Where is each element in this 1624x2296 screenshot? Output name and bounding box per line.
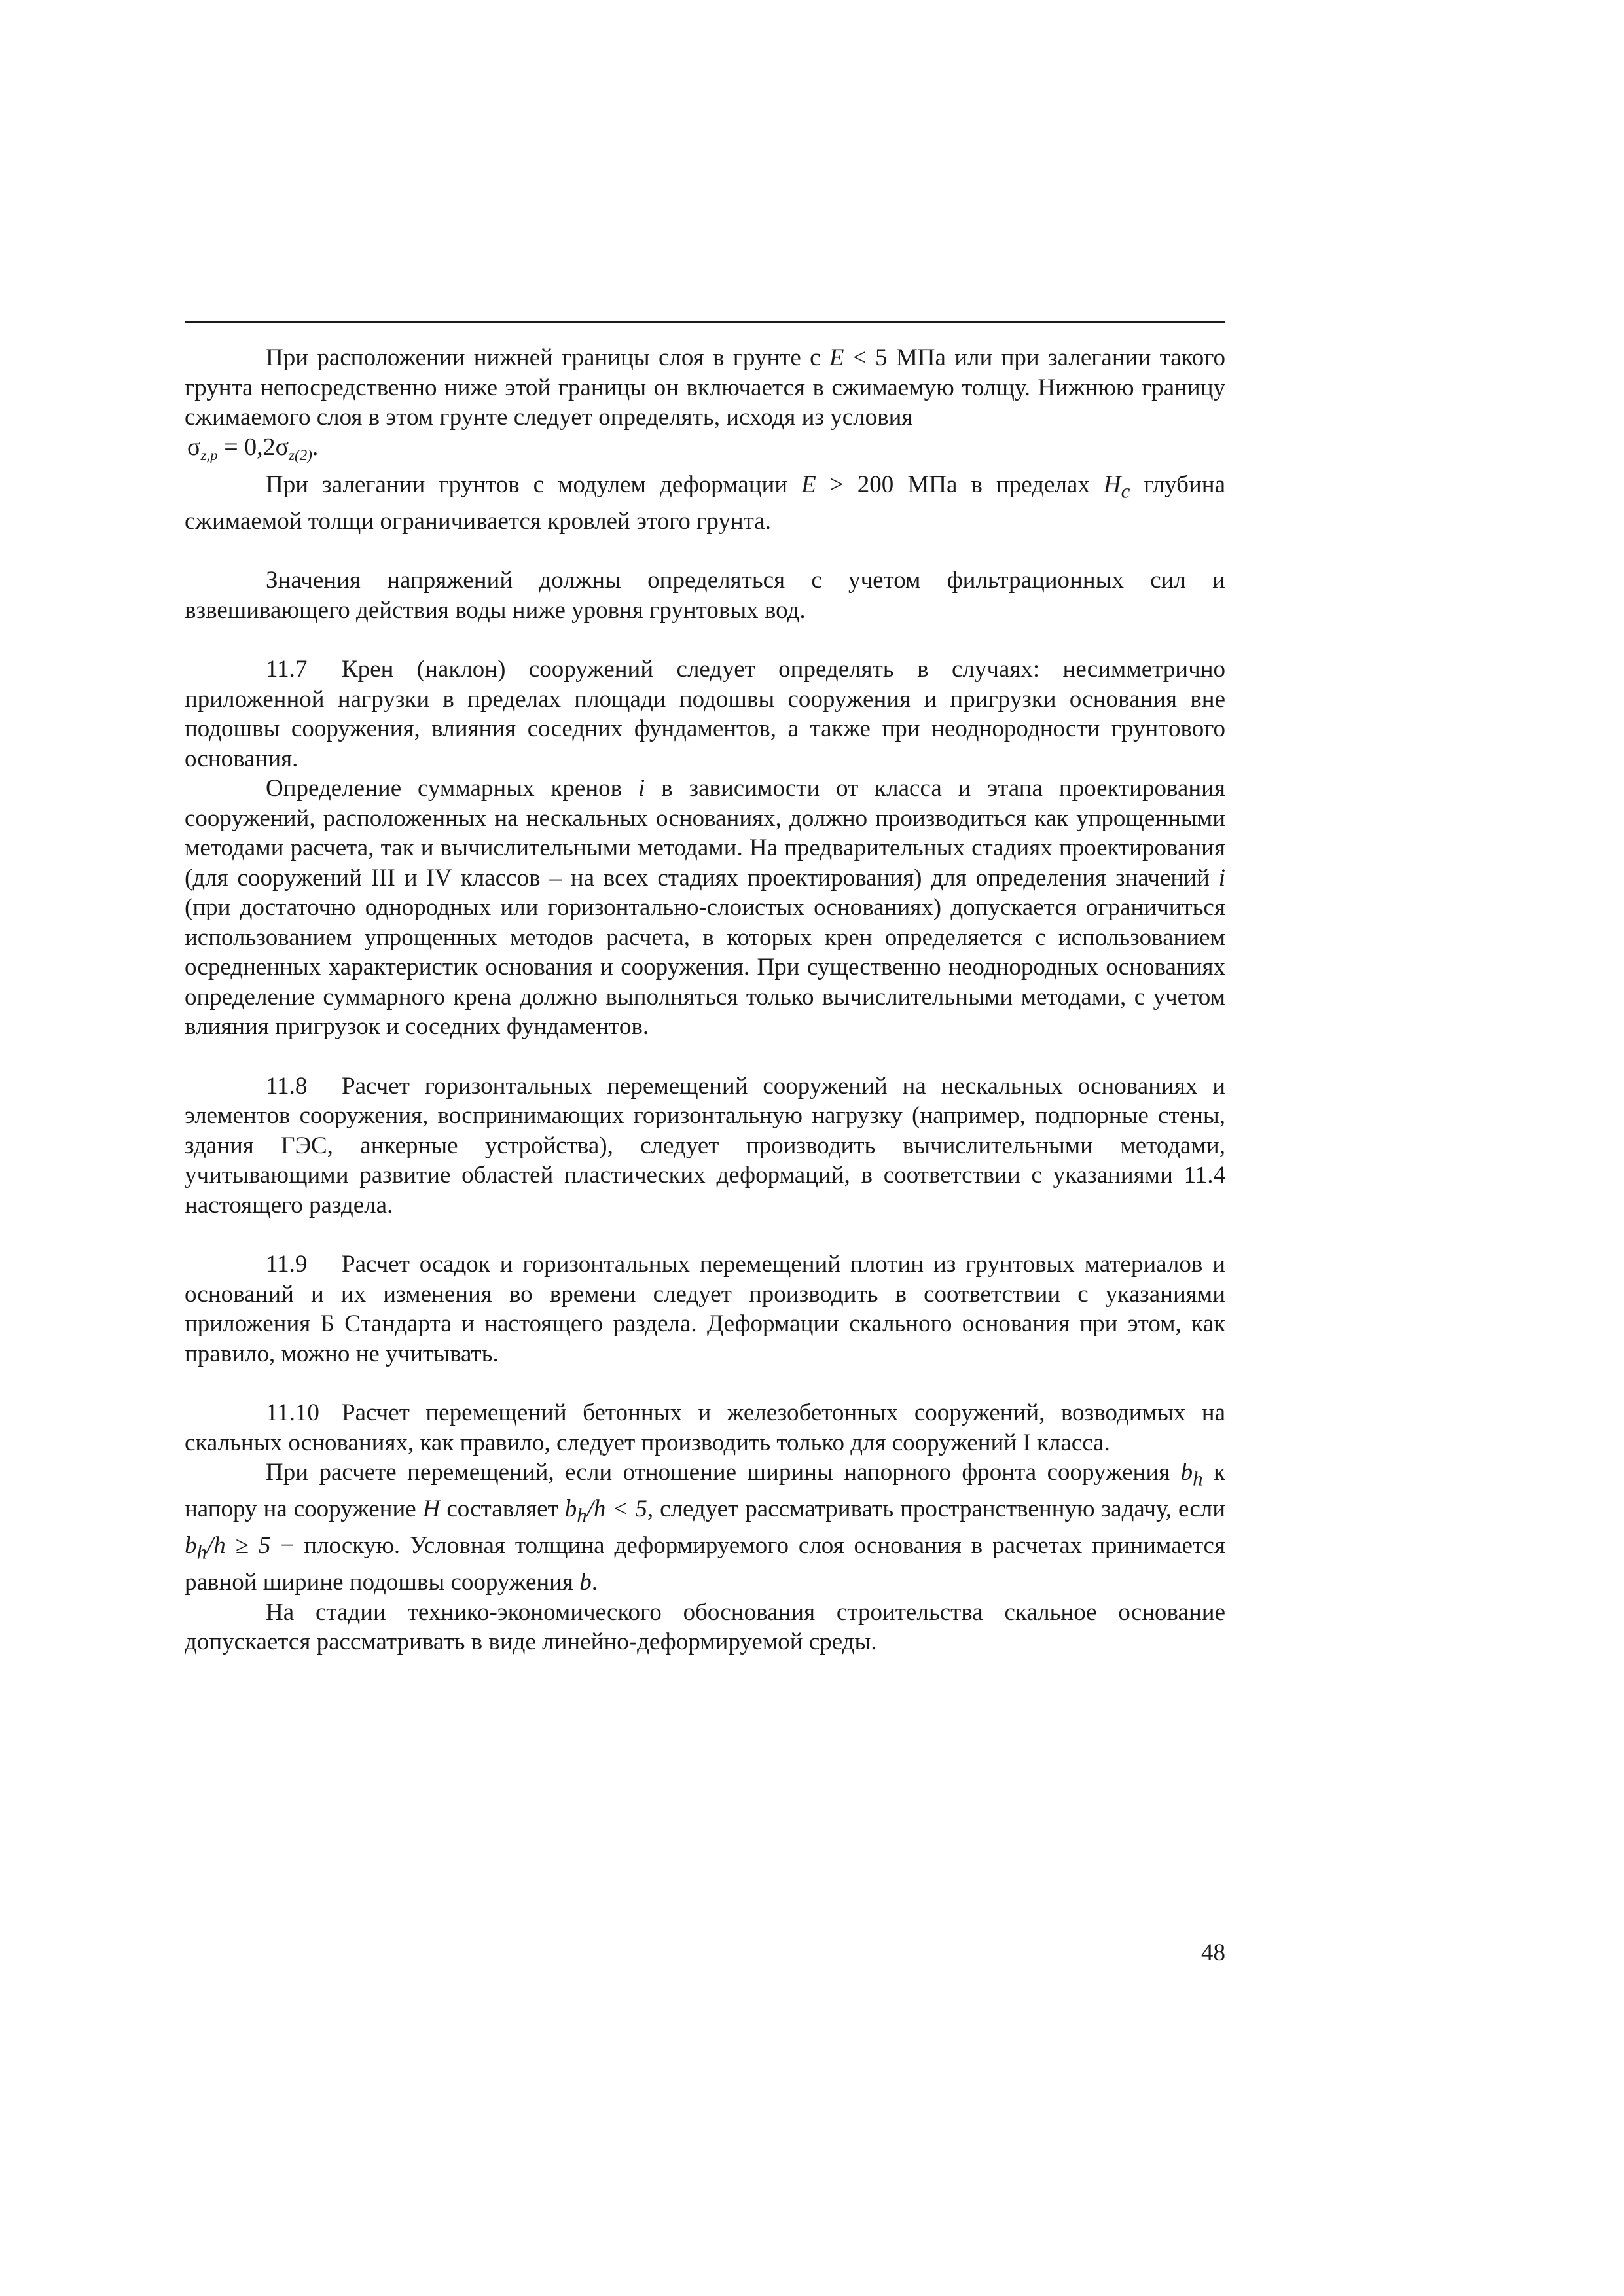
text-run: − плоскую. Условная толщина деформируемого слоя основания в расчетах принимается равной ширине подошвы сооружения [185,1532,1226,1596]
text-run: (при достаточно однородных или горизонтально-слоистых основаниях) допускается ограничиться использованием упрощенных методов расчета, в которых крен определяется с использованием осредненных характеристик основания и сооружения. При существенно неоднородных основаниях определение суммарного крена должно выполняться только вычислительными методами, с учетом влияния пригрузок и соседних фундаментов. [185,894,1225,1041]
clause-11-8 [185,1071,1225,1221]
variable-b: b [579,1569,592,1596]
text-run: При залегании грунтов с модулем деформации [266,471,802,498]
variable-i: i [638,775,645,802]
text-run: к напору на сооружение [185,1459,1225,1523]
subscript-c: c [1121,480,1130,503]
variable-b: b [1180,1459,1193,1486]
clause-11-10 [185,1398,1225,1458]
spacer [185,1042,1225,1071]
text-run: > 200 МПа в пределах [816,471,1104,498]
formula-ratio-greater: $b_h/h \ge 5$ [185,1532,271,1564]
spacer [185,625,1225,655]
paragraph-modulus [185,470,1225,536]
header-rule [185,321,1225,323]
text-run: . [591,1569,598,1596]
paragraph-displacements [185,1458,1225,1597]
variable-e: E [801,471,816,498]
clause-text: Расчет осадок и горизонтальных перемещений плотин из грунтовых материалов и оснований и их изменения во времени следует производить в соответствии с указаниями приложения Б Стандарта и настоящего раздела. Деформации скального основания при этом, как правило, можно не учитывать. [185,1251,1225,1367]
clause-text: Крен (наклон) сооружений следует определять в случаях: несимметрично приложенной нагрузки в пределах площади подошвы сооружения и пригрузки основания вне подошвы сооружения, влияния соседних фундаментов, а также при неоднородности грунтового основания. [185,656,1225,772]
text-run: в зависимости от класса и этапа проектирования сооружений, расположенных на нескальных основаниях, должно производиться как упрощенными методами расчета, так и вычислительными методами. На предварительных стадиях проектирования (для сооружений III и IV классов – на всех стадиях проектирования) для определения значений [185,775,1225,891]
clause-number: 11.8 [266,1072,308,1100]
paragraph-feasibility: На стадии технико-экономического обоснования строительства скальное основание допускается рассматривать в виде линейно-деформируемой среды. [185,1598,1225,1656]
subscript-h: h [1193,1467,1203,1490]
text-run: составляет [440,1496,565,1523]
text-run: < 5 МПа или при залегании такого грунта непосредственно ниже этой границы он включается в сжимаемую толщу. Нижнюю границу сжимаемого слоя в этом грунте следует определять, исходя из условия [185,344,1225,431]
spacer [185,536,1225,565]
text-run: глубина сжимаемой толщи ограничивается кровлей этого грунта. [185,471,1225,535]
paragraph-stresses: Значения напряжений должны определяться с учетом фильтрационных сил и взвешивающего действия воды ниже уровня грунтовых вод. [185,567,1225,624]
text-run: Определение суммарных кренов [266,775,638,802]
variable-h: H [1103,471,1121,498]
clause-text: Расчет горизонтальных перемещений сооружений на нескальных основаниях и элементов сооружения, воспринимающих горизонтальную нагрузку (например, подпорные стены, здания ГЭС, анкерные устройства), следует производить вычислительными методами, учитывающими развитие областей пластических деформаций, в соответствии с указаниями 11.4 настоящего раздела. [185,1072,1225,1219]
variable-e: E [829,344,844,371]
clause-number: 11.9 [266,1251,308,1278]
clause-number: 11.10 [266,1399,319,1427]
paragraph-total-tilt [185,774,1225,1042]
page-body [185,343,1225,1657]
spacer [185,1369,1225,1398]
variable-h: H [422,1496,441,1523]
paragraph-compressible-layer [185,343,1225,433]
clause-text: Расчет перемещений бетонных и железобетонных сооружений, возводимых на скальных основаниях, как правило, следует производить только для сооружений I класса. [185,1399,1225,1456]
text-run: , следует рассматривать пространственную задачу, если [647,1496,1226,1523]
formula-ratio-less: $b_h/h < 5$ [564,1496,647,1527]
clause-11-7 [185,655,1225,774]
clause-number: 11.7 [266,656,308,683]
spacer [185,1220,1225,1249]
page-number: 48 [1201,1939,1225,1966]
text-run: При расчете перемещений, если отношение ширины напорного фронта сооружения [266,1459,1181,1486]
clause-11-9 [185,1249,1225,1369]
formula-sigma: $\sigma_{z,p} = 0,2\sigma_{z(2)}$. [187,433,319,463]
formula-line [185,433,1225,471]
variable-i: i [1218,864,1225,891]
text-run: При расположении нижней границы слоя в грунте с [266,344,829,371]
